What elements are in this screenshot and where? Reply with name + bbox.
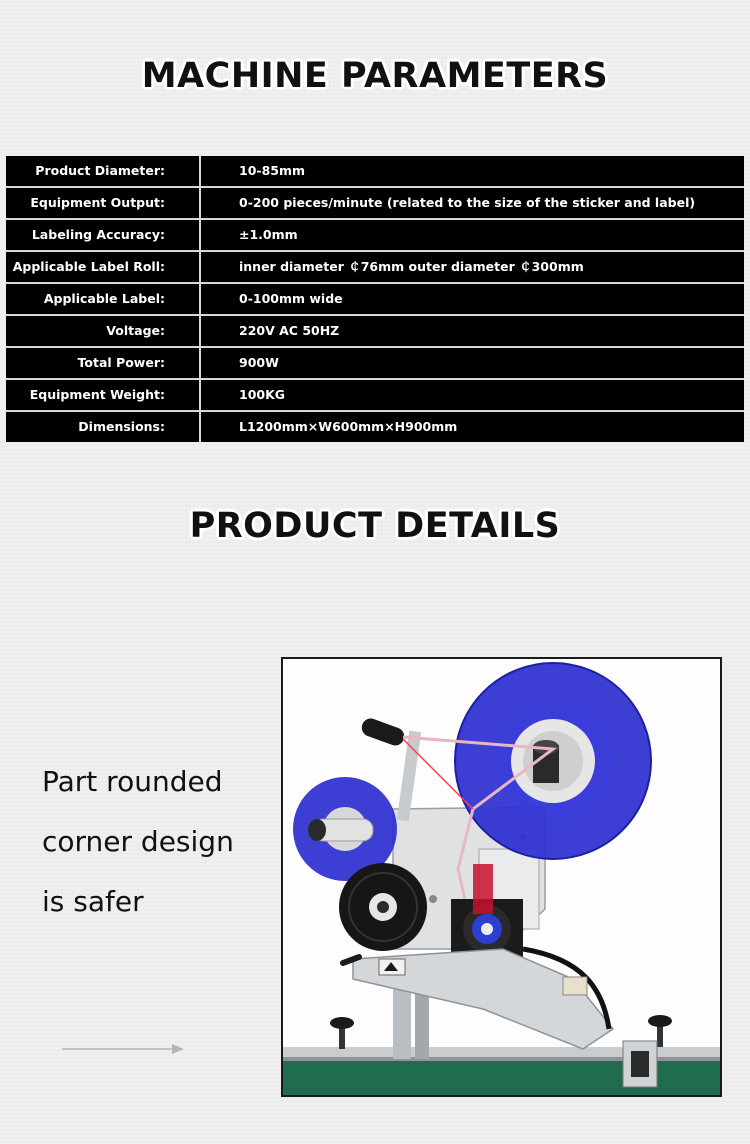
table-row [6,380,744,412]
param-label: Total Power: [6,348,201,378]
product-details-title: PRODUCT DETAILS [189,506,561,546]
table-row [6,156,744,188]
param-label: Product Diameter: [6,156,201,186]
param-value: ±1.0mm [239,227,298,242]
param-label: Equipment Output: [6,188,201,218]
param-value: inner diameter ￠76mm outer diameter ￠300mm [239,259,584,274]
table-row [6,188,744,220]
param-value: 10-85mm [239,163,306,178]
param-value: 0-100mm wide [239,291,343,306]
table-row [6,316,744,348]
caption-line: Part rounded [42,765,223,798]
param-label: Dimensions: [6,412,201,442]
param-value: 100KG [239,387,286,402]
param-label: Equipment Weight: [6,380,201,410]
table-row [6,348,744,380]
param-label: Labeling Accuracy: [6,220,201,250]
caption-line: is safer [42,885,144,918]
param-value: 0-200 pieces/minute (related to the size of the sticker and label) [239,195,696,210]
caption-line: corner design [42,825,234,858]
machine-parameters-title: MACHINE PARAMETERS [141,56,609,96]
table-row [6,252,744,284]
param-label: Applicable Label: [6,284,201,314]
param-value: 220V AC 50HZ [239,323,340,338]
param-value: 900W [239,355,279,370]
labeling-machine-photo [281,657,722,1097]
labeling-machine-illustration [283,659,720,1095]
arrow-right-icon [62,1043,184,1055]
param-label: Voltage: [6,316,201,346]
table-row [6,412,744,442]
table-row [6,284,744,316]
parameters-table [6,156,744,442]
param-value: L1200mm×W600mm×H900mm [239,419,458,434]
param-label: Applicable Label Roll: [6,252,201,282]
detail-caption [42,752,234,932]
table-row [6,220,744,252]
